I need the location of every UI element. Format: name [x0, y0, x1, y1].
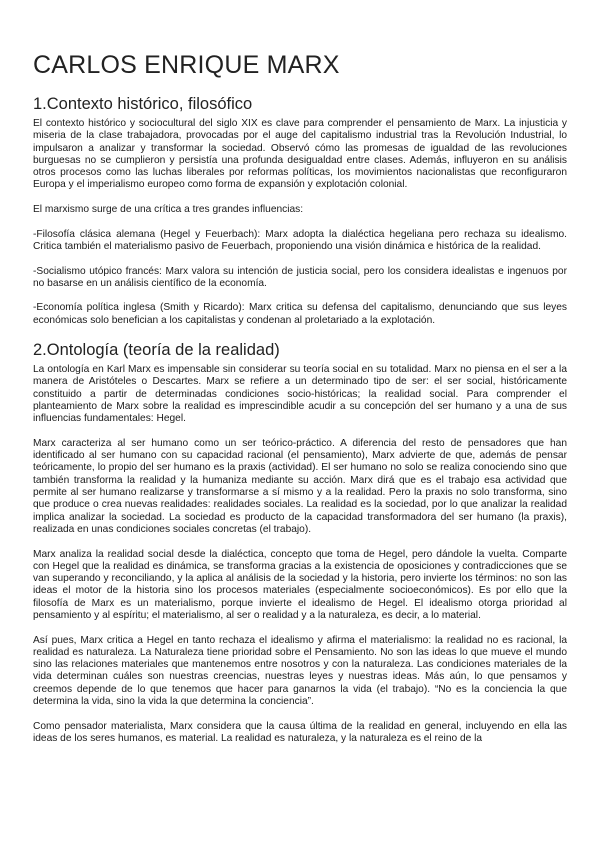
section-ontology: [33, 340, 567, 745]
paragraph: -Socialismo utópico francés: Marx valora su intención de justicia social, pero los considera idealistas e ingenuos por no basarse en un análisis científico de la economía.: [33, 265, 567, 289]
paragraph: Marx analiza la realidad social desde la dialéctica, concepto que toma de Hegel, pero dándole la vuelta. Comparte con Hegel que la realidad es dinámica, se transforma gracias a la existencia de oposiciones y contradicciones que se van superando y reconciliando, y la aplica al análisis de la sociedad y la historia, pero invierte los términos: no son las ideas el motor de la historia sino los procesos materiales (especialmente socioeconómicos). Es por ello que la filosofía de Marx es un materialismo, porque invierte el idealismo de Hegel. El idealismo otorga prioridad al pensamiento y al espíritu; el materialismo, al ser o realidad y a la naturaleza, es decir, a lo material.: [33, 548, 567, 621]
section-heading-ontology: 2.Ontología (teoría de la realidad): [33, 341, 280, 360]
section-heading-context: 1.Contexto histórico, filosófico: [33, 95, 253, 113]
paragraph: Como pensador materialista, Marx considera que la causa última de la realidad en general, incluyendo en ella las ideas de los seres humanos, es material. La realidad es naturaleza, y la naturaleza es el reino de la: [33, 720, 567, 744]
document-title: CARLOS ENRIQUE MARX: [33, 51, 340, 79]
paragraph: -Economía política inglesa (Smith y Ricardo): Marx critica su defensa del capitalismo, denunciando que sus leyes económicas solo benefician a los capitalistas y condenan al proletariado a la explotación.: [33, 302, 567, 326]
paragraph: La ontología en Karl Marx es impensable sin considerar su teoría social en su totalidad. Marx no piensa en el ser a la manera de Aristóteles o Descartes. Marx se refiere a un determinado tipo de ser: el ser social, históricamente constituido a partir de determinadas condiciones socio-históricas; la realidad social. Para comprender el planteamiento de Marx sobre la realidad es imprescindible acudir a su concepción del ser humano y a una de sus influencias fundamentales: Hegel.: [33, 364, 567, 425]
paragraph: El marxismo surge de una crítica a tres grandes influencias:: [33, 204, 304, 216]
paragraph: El contexto histórico y sociocultural del siglo XIX es clave para comprender el pensamiento de Marx. La injusticia y miseria de la clase trabajadora, provocadas por el auge del capitalismo industrial tras la Revolución Industrial, lo impulsaron a analizar y transformar la sociedad. Observó cómo las promesas de igualdad de las revoluciones burguesas no se cumplieron y persistía una profunda desigualdad entre clases. Además, influyeron en su análisis otros procesos como las luchas liberales por reformas políticas, los movimientos nacionalistas que reconfiguraron Europa y el imperialismo europeo como forma de expansión y explotación colonial.: [33, 118, 567, 191]
section-context: [33, 94, 567, 327]
paragraph: -Filosofía clásica alemana (Hegel y Feuerbach): Marx adopta la dialéctica hegeliana pero rechaza su idealismo. Critica también el materialismo pasivo de Feuerbach, proponiendo una visión dinámica e histórica de la realidad.: [33, 228, 567, 252]
paragraph: Así pues, Marx critica a Hegel en tanto rechaza el idealismo y afirma el materialismo: la realidad no es racional, la realidad es naturaleza. La Naturaleza tiene prioridad sobre el Pensamiento. No son las ideas lo que mueve el mundo sino las relaciones materiales que mantenemos entre nosotros y con la naturaleza. Las condiciones materiales de la vida determinan cuáles son nuestras creencias, nuestras leyes y nuestras ideas. Más aún, lo que pensamos y creemos depende de lo que tenemos que hacer para ganarnos la vida (el trabajo). “No es la conciencia la que determina la vida, sino la vida la que determina la conciencia”.: [33, 634, 567, 708]
paragraph: Marx caracteriza al ser humano como un ser teórico-práctico. A diferencia del resto de pensadores que han identificado al ser humano con su capacidad racional (el pensamiento), Marx advierte de que, además de pensar teóricamente, lo propio del ser humano es la praxis (actividad). El ser humano no solo se realiza conociendo sino que también transforma la realidad y la humaniza mediante su acción. Marx dirá que es el trabajo esa actividad que permite al ser humano realizarse y transformarse a sí mismo y a la realidad. Pero la praxis no solo transforma, sino que produce o crea nuevas realidades: realidades sociales. La realidad es la sociedad, por lo que analizar la realidad implica analizar la sociedad. La sociedad es producto de la capacidad transformadora del ser humano (la praxis), realizada en unas condiciones sociales concretas (el trabajo).: [33, 437, 567, 535]
